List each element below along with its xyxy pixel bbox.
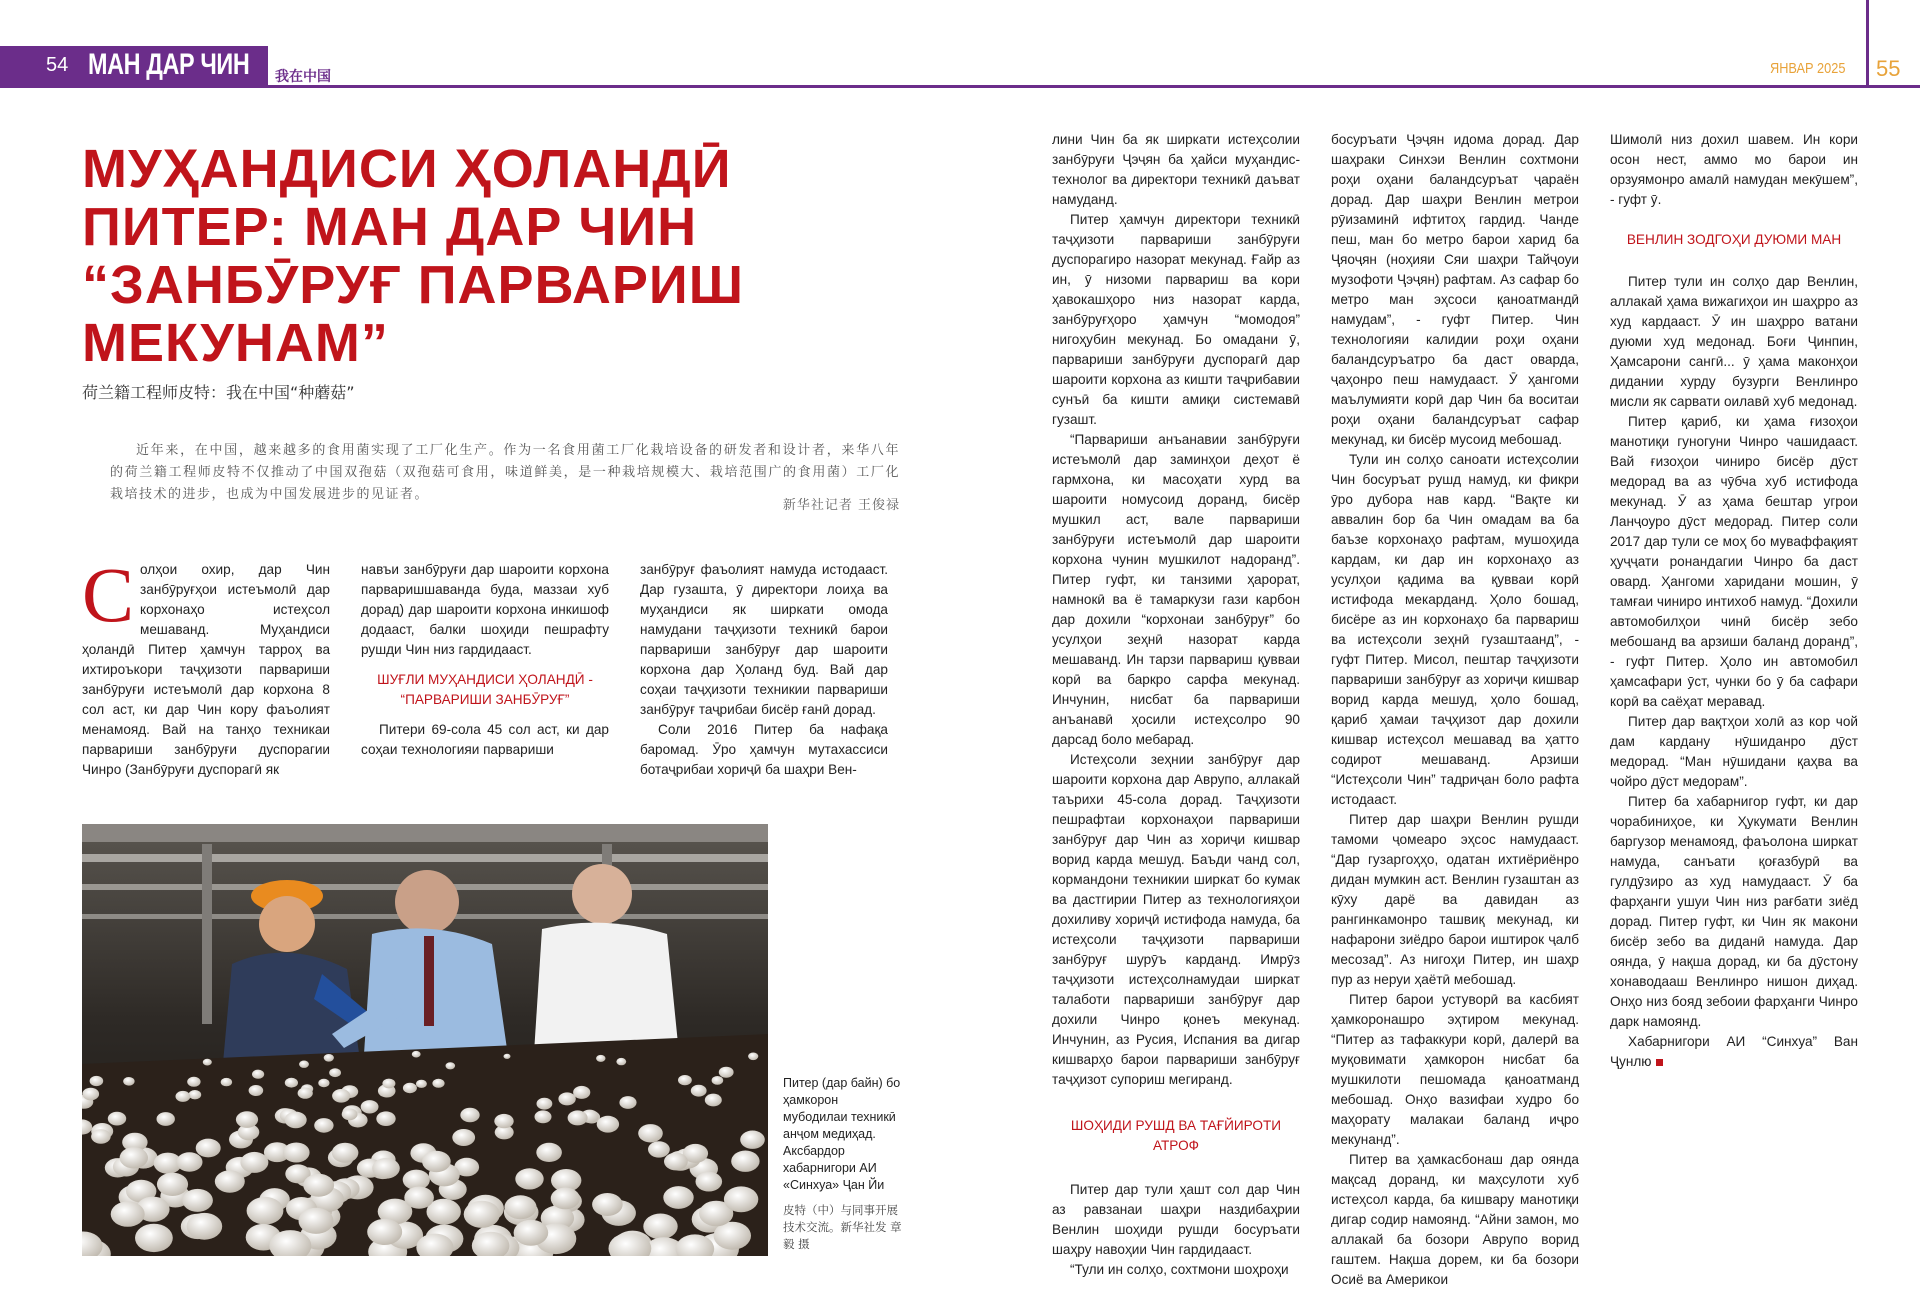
section-heading: ШУҒЛИ МУҲАНДИСИ ҲОЛАНДӢ - “ПАРВАРИШИ ЗАНБӮРУҒ” (377, 672, 593, 707)
mushroom-cap (691, 1085, 707, 1097)
mushroom-cap (332, 1143, 359, 1163)
mushroom-cap (558, 1092, 575, 1105)
photo-caption-zh: 皮特（中）与同事开展技术交流。新华社发 章毅 摄 (783, 1203, 902, 1251)
mushroom-cap (298, 1087, 313, 1098)
mushroom-cap (731, 1151, 759, 1172)
header-vertical-rule (1866, 0, 1869, 88)
mushroom-cap (135, 1224, 173, 1252)
mushroom-cap (176, 1091, 191, 1102)
section-heading: ВЕНЛИН ЗОДГОҲИ ДУЮМИ МАН (1626, 232, 1842, 247)
mushroom-cap (90, 1076, 104, 1086)
mushroom-cap (247, 1197, 284, 1225)
mushroom-cap (215, 1170, 245, 1192)
end-mark-icon (1656, 1059, 1663, 1066)
mushroom-cap (719, 1067, 734, 1078)
mushroom-cap (596, 1055, 605, 1062)
mushroom-cap (740, 1131, 765, 1149)
column-4 (1052, 130, 1300, 1280)
left-page-number: 54 (46, 54, 69, 76)
paragraph: Питер тули ин солҳо дар Венлин, аллакай ҳама вижагиҳои ин шаҳрро аз худ кардааст. Ӯ ин шаҳрро ватани дуюми худ медонад. Боғи Ҷинпин, Ҳамсарони сангӣ... ӯ ҳама маконҳои дидании хурду бузурги Венлинро мисли як сарвати оилавӣ хуб медонад. (1610, 274, 1858, 409)
mushroom-cap (187, 1077, 200, 1087)
mushroom-cap (240, 1152, 268, 1173)
mushroom-cap (189, 1090, 202, 1099)
mushroom-cap (187, 1213, 223, 1240)
byline (1610, 1032, 1858, 1072)
mushroom-cap (648, 1141, 670, 1157)
mushroom-cap (285, 1112, 307, 1129)
mushroom-cap (332, 1089, 350, 1103)
column-5 (1331, 130, 1579, 1290)
mushroom-cap (460, 1108, 479, 1123)
paragraph: Питер ҳамчун директори техникӣ таҷҳизоти парвариши занбӯруғи дуспорагиро назорат мекунад. Ғайр аз ин, ӯ низоми парвариш ва кори ҳавокашҳоро низ назорат карда, занбӯруғҳоро ҳамчун “момодоя” нигоҳубин мекунад. Бо омадани ӯ, парвариши занбӯруғи дуспорагӣ дар шароити корхона аз кишти таҷрибавии сунъӣ ба кишти амиқи системавӣ гузашт. (1052, 212, 1300, 427)
mushroom-cap (318, 1079, 329, 1087)
mushroom-cap (597, 1116, 619, 1133)
paragraph: “Парвариши анъанавии занбӯруғи истеъмолӣ дар заминҳои деҳот ё гармхона, ки масоҳати хурд ва шароити номусоид доранд, бисёр мушкил аст, вале парвариши занбӯруғи истеъмолӣ дар шароити корхона чунин мушкилот надоранд”. Питер гуфт, ки танзими ҳарорат, намнокӣ ва ё тамаркузи гази карбон дар дохили “корхонаи занбӯруғ” бо усулҳои зеҳнӣ назорат карда мешаванд. Ин тарзи парвариш қувваи корӣ ва баркро сарфа мекунад. Инчунин, нисбат ба парвариши анъанавӣ ҳосили истеҳсолро 90 дарсад боло мебарад. (1052, 432, 1300, 747)
mushroom-cap (616, 1058, 626, 1065)
mushroom-cap (678, 1075, 692, 1085)
article-photo (82, 824, 768, 1256)
mushroom-cap (452, 1129, 475, 1146)
lead-credit: 新华社记者 王俊禄 (782, 498, 900, 513)
mushroom-cap (342, 1108, 358, 1120)
mushroom-cap (663, 1186, 693, 1209)
section-heading: ШОҲИДИ РУШД ВА ТАҒЙИРОТИ АТРОФ (1070, 1118, 1282, 1153)
mushroom-cap (329, 1068, 341, 1077)
paragraph: навъи занбӯруғи дар шароити корхона парваришшаванда буда, маззаи хуб дорад) дар шароити корхона инкишоф додааст, балки шоҳиди пешрафту рушди Чин низ гардидааст. (361, 562, 609, 657)
mushroom-cap (592, 1193, 623, 1216)
mushroom-cap (494, 1114, 513, 1128)
section-title: МАН ДАР ЧИН (88, 48, 250, 81)
mushroom-cap (514, 1220, 549, 1246)
paragraph: Соли 2016 Питер ба нафақа баромад. Ӯро ҳамчун мутахассиси ботаҷрибаи хориҷӣ ба шаҳри Вен- (640, 722, 888, 777)
mushroom-cap (748, 1053, 758, 1061)
article-subtitle-zh: 荷兰籍工程师皮特：我在中国“种蘑菇” (82, 383, 355, 402)
mushroom-cap (724, 1186, 758, 1212)
mushroom-farm-illustration (82, 824, 768, 1256)
issue-date: ЯНВАР 2025 (1770, 60, 1846, 77)
mushroom-cap (537, 1098, 553, 1110)
mushroom-cap (705, 1094, 722, 1107)
paragraph: Питер ва ҳамкасбонаш дар оянда мақсад доранд, ки маҳсулоти хуб истеҳсол карда, ба кишвару манотиқи дигар содир намоянд. “Айни замон, мо аллакай ба бозори Аврупо ворид гаштем. Нақша дорем, ки ба бозори Осиё ва Америкои (1331, 1152, 1579, 1287)
column-3 (640, 560, 888, 780)
section-header-bar (0, 46, 268, 86)
mushroom-cap (123, 1077, 134, 1086)
mushroom-cap (221, 1078, 232, 1086)
column-6 (1610, 130, 1858, 1072)
mushroom-cap (504, 1054, 511, 1059)
mushroom-cap (638, 1124, 663, 1142)
mushroom-cap (82, 1088, 99, 1101)
drop-cap: С (82, 551, 135, 638)
mushroom-cap (535, 1110, 552, 1123)
paragraph: Шимолӣ низ дохил шавем. Ин кори осон нест, аммо мо барои ин орзуямонро амалӣ намудан мекӯшем”, - гуфт ӯ. (1610, 132, 1858, 207)
mushroom-cap (157, 1112, 175, 1126)
paragraph: Питер дар вақтҳои холӣ аз кор чой дам кардану нӯшиданро дӯст медорад. “Ман нӯшидани қаҳва ва чойро дӯст медорам”. (1610, 714, 1858, 789)
section-title-zh: 我在中国 (275, 69, 331, 85)
paragraph: Питер қариб, ки ҳама ғизоҳои манотиқи гуногуни Чинро чашидааст. Вай ғизоҳои чиниро бисёр дӯст медорад ва аз чӯбча хуб истифода мекунад. Ӯ аз ҳама бештар угрои Ланҷоуро дӯст медорад. Питер соли 2017 дар тули се моҳ бо муваффақият ҳуҷҷати ронандагии Чинро ба даст овард. Ҳангоми харидани мошин, ӯ тамғаи чиниро интихоб намуд. “Дохили автомобилҳои чинӣ бисёр зебо мебошанд ва арзиши баланд доранд”, - гуфт Питер. Ҳоло ин автомобил ҳамсафари ӯст, чунки бо ӯ ба сафари корӣ ва саёҳат меравад. (1610, 414, 1858, 709)
paragraph: Питер дар шаҳри Венлин рушди тамоми ҷомеаро эҳсос намудааст. “Дар гузаргоҳҳо, одатан ихтиёриёнро дидан мумкин аст. Венлин гузаштан аз кӯху дарё ва давидан аз рангинкамонро ташвиқ мекунад, ки нафарони зиёдро барои иштирок ҷалб месозад”. Аз нигоҳи Питер, ин шаҳр пур аз неруи ҳаётӣ мебошад. (1331, 812, 1579, 987)
mushroom-cap (236, 1111, 258, 1128)
mushroom-cap (303, 1174, 334, 1197)
mushroom-cap (120, 1147, 148, 1168)
paragraph: босуръати Ҷэҷян идома дорад. Дар шаҳраки Синхэи Венлин сохтмони роҳи оҳани баландсуръат ҷараён дорад. Дар шаҳри Венлин метрои рӯизаминӣ ифтитоҳ гардид. Чанде пеш, ман бо метро барои харид ба Ҷяоҷян (ноҳияи Сяи шаҳри Тайҷоуи музофоти Ҷэҷян) рафтам. Аз сафар бо метро ман эҳсоси қаноатмандӣ намудам”, - гуфт Питер. Чин технологияи калидии роҳи оҳани баландсуръатро ба даст оварда, ҷаҳонро пеш намудааст. Ӯ ҳангоми маълумияти корӣ дар Чин ба воситаи роҳи оҳани баландсуръат сафар мекунад, ки бисёр мусоид мебошад. (1331, 132, 1579, 447)
mushroom-cap (249, 1085, 264, 1096)
mushroom-cap (504, 1195, 536, 1219)
mushroom-cap (432, 1079, 444, 1088)
mushroom-cap (252, 1070, 264, 1079)
paragraph: Питер ба хабарнигор гуфт, ки дар чорабиниҳое, ки Ҳукумати Венлин баргузор менамояд, фаъолона ширкат намуда, санъати қоғазбурӣ ва гулдӯзиро аз худ намудааст. Ӯ ба фарҳанги ушуи Чин низ рағбати зиёд дорад. Питер гуфт, ки Чин як макони бисёр зебо ва диданӣ намуда. Дар оянда, ӯ нақша дорад, ки ба дӯстону хонаводааш Венлинро нишон диҳад. Онҳо низ бояд зебоии фарҳанги Чинро дарк намоянд. (1610, 794, 1858, 1029)
column-1 (82, 551, 330, 780)
mushroom-cap (422, 1151, 451, 1172)
column-2 (361, 560, 609, 760)
lead-paragraph-zh: 近年来，在中国，越来越多的食用菌实现了工厂化生产。作为一名食用菌工厂化栽培设备的研发者和设计者，来华八年的荷兰籍工程师皮特不仅推动了中国双孢菇（双孢菇可食用，味道鲜美，是一种栽培规模大、栽培范围广的食用菌）工厂化栽培技术的进步，也成为中国发展进步的见证者。 (110, 443, 900, 502)
mushroom-cap (403, 1083, 417, 1093)
mushroom-cap (404, 1187, 434, 1209)
mushroom-cap (464, 1201, 500, 1228)
mushroom-cap (91, 1129, 111, 1144)
paragraph: Истеҳсоли зеҳнии занбӯруғ дар шароити корхона дар Аврупо, аллакай таърихи 45-сола дорад. Таҷҳизоти пешрафтаи корхонаҳои парвариши занбӯруғ дар Чин аз хориҷи кишвар ворид карда мешуд. Баъди чанд сол, кормандони техникии ширкат бо кумак ва дастгирии Питер аз технологияҳои дохиливу хориҷӣ истифода намуда, ба истеҳсоли таҷҳизоти парвариши занбӯруғ шурӯъ карданд. Имрӯз таҷҳизоти истеҳсолнамудаи ширкат талаботи парвариши занбӯруғ дар дохили Чинро қонеъ мекунад. Инчунин, аз Русия, Испания ва дигар кишварҳо барои парвариши занбӯруғ таҷҳизот супориш мегиранд. (1052, 752, 1300, 1087)
paragraph: Питер дар тули ҳашт сол дар Чин аз равзанаи шаҳри наздибаҳрии Венлин шоҳиди рушди босуръати шаҳру навоҳии Чин гардидааст. (1052, 1182, 1300, 1257)
mushroom-cap (176, 1152, 202, 1172)
mushroom-cap (283, 1143, 310, 1163)
paragraph: Питери 69-сола 45 сол аст, ки дар соҳаи технологияи парвариши (361, 722, 609, 757)
mushroom-cap (203, 1059, 212, 1066)
mushroom-cap (573, 1086, 590, 1099)
mushroom-cap (382, 1079, 395, 1089)
article-title: МУҲАНДИСИ ҲОЛАНДӢ ПИТЕР: МАН ДАР ЧИН “ЗАНБӮРУҒ ПАРВАРИШ МЕКУНАМ” (82, 139, 744, 373)
mushroom-cap (324, 1054, 334, 1062)
paragraph: Тули ин солҳо саноати истеҳсолии Чин босуръат рушд намуд, ки фикри ӯро дубора нав кард. “Вақте ки аввалин бор ба Чин омадам ва ба баъзе корхонаҳо рафтам, мушоҳида кардам, ки дар ин корхонаҳо аз усулҳои қадима ва қувваи корӣ истифода мекарданд. Ҳоло бошад, бисёре аз ин корхонаҳо ба парвариш ва истеҳсоли зеҳнӣ гузаштаанд”, - гуфт Питер. Мисол, пештар таҷҳизоти парвариши занбӯруғ аз хориҷи кишвар ворид карда мешуд, ҳоло бошад, қариб ҳамаи таҷҳизот дар дохили кишвар истеҳсол мешавад ва ҳатто содирот мешаванд. Арзиши “Истеҳсоли Чин” тадриҷан боло рафта истодааст. (1331, 452, 1579, 807)
mushroom-cap (416, 1080, 427, 1088)
mushroom-cap (536, 1143, 562, 1162)
mushroom-cap (367, 1219, 402, 1245)
byline-text: Хабарнигори АИ “Синхуа” Ван Ҷунлю (1610, 1034, 1858, 1069)
mushroom-cap (157, 1173, 188, 1196)
mushroom-cap (182, 1189, 213, 1212)
mushroom-cap (111, 1201, 145, 1226)
mushroom-cap (361, 1100, 379, 1113)
mushroom-cap (196, 1139, 221, 1158)
paragraph: лини Чин ба як ширкати истеҳсолии занбӯруғи Ҷэҷян ба ҳайси муҳандис-технолог ва директори техникӣ даъват намуданд. (1052, 132, 1300, 207)
mushroom-cap (412, 1051, 421, 1058)
header-rule (0, 85, 1920, 88)
mushroom-cap (446, 1062, 456, 1069)
paragraph: занбӯруғ фаъолият намуда истодааст. Дар гузашта, ӯ директори лоиҳа ва муҳандиси як ширкати омода намудани таҷҳизоти техникӣ барои парвариши занбӯруғ дар шароити корхона дар Ҳоланд буд. Вай дар соҳаи таҷҳизоти техникии парвариши занбӯруғ таҷрибаи бисёр ғанӣ дорад. (640, 562, 888, 717)
mushroom-cap (619, 1096, 636, 1109)
mushroom-cap (643, 1214, 677, 1240)
paragraph: Питер барои устуворӣ ва касбият ҳамкоронашро эҳтиром мекунад. “Питер аз тафаккури корӣ, далерӣ ва муқовимати ҳамкорон нисбат ба мушкилоти пешомада қаноатманд мебошад. Онҳо вазифаи худро бо маҳорату малакаи баланд иҷро мекунанд”. (1331, 992, 1579, 1147)
mushroom-cap (376, 1111, 395, 1126)
mushroom-cap (108, 1112, 126, 1126)
mushroom-cap (568, 1110, 588, 1125)
mushroom-cap (285, 1078, 298, 1088)
paragraph: “Тули ин солҳо, сохтмони шоҳроҳи (1070, 1262, 1289, 1277)
mushroom-cap (664, 1153, 688, 1171)
mushroom-cap (515, 1168, 543, 1189)
mushroom-cap (314, 1118, 333, 1133)
mushroom-cap (299, 1208, 334, 1234)
paragraph: олҳои охир, дар Чин занбӯруғҳои истеъмолӣ дар корхонаҳо истеҳсол мешаванд. Муҳандиси ҳоландӣ Питер ҳамчун тарроҳ ва ихтироъкори таҷҳизоти парвариши занбӯруғи истеъмолӣ дар корхона 8 сол аст, ки дар Чин кору фаъолият менамояд. Вай на танҳо техникаи парвариши занбӯруғи дуспорагии Чинро (Занбӯруғи дуспорагӣ як (82, 562, 330, 777)
photo-caption: Питер (дар байн) бо ҳамкорон мубодилаи техникӣ анҷом медиҳад. Аксбардор хабарнигори АИ «Синхуа» Ҷан Йи (783, 1076, 901, 1192)
right-page-number: 55 (1876, 56, 1901, 81)
mushroom-cap (299, 1061, 309, 1068)
mushroom-cap (551, 1188, 580, 1210)
mushroom-cap (696, 1172, 723, 1192)
mushroom-cap (372, 1158, 400, 1179)
mushroom-cap (712, 1076, 724, 1085)
